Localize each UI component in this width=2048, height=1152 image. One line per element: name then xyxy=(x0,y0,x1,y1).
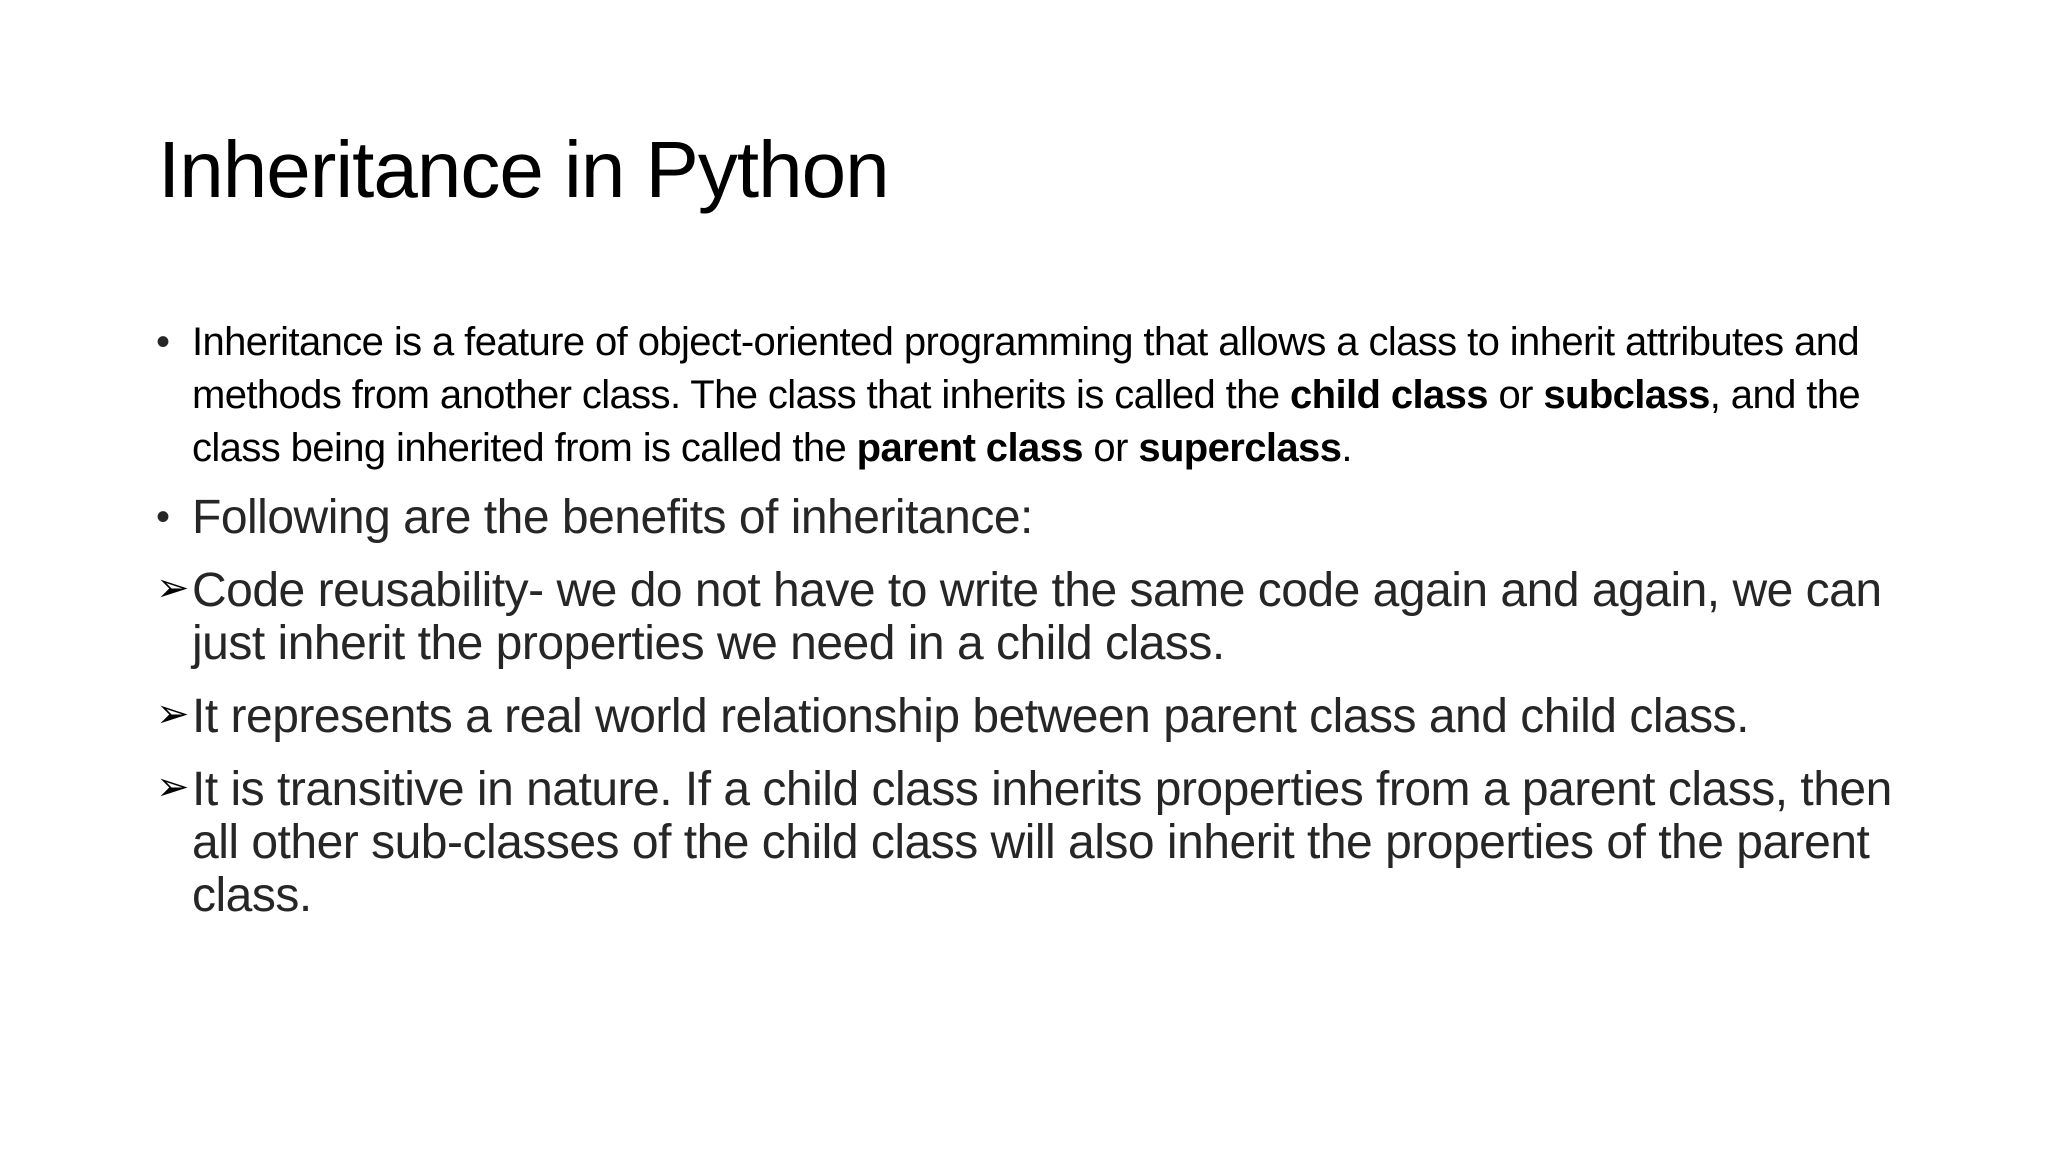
benefit-code-reusability xyxy=(150,564,1920,670)
bullet-definition xyxy=(150,316,1920,475)
bullet-benefits-heading xyxy=(150,491,1920,544)
text-segment: Inheritance is a feature of object-oriented programming that allows a class to inherit attributes and methods from another class. The class that inherits is called the xyxy=(192,320,1859,417)
bold-term-child-class: child class xyxy=(1289,373,1488,417)
arrow-bullet-icon: ➢ xyxy=(156,692,190,736)
arrow-bullet-icon: ➢ xyxy=(156,765,190,809)
bullet-text: Following are the benefits of inheritance: xyxy=(192,491,1033,544)
slide-content xyxy=(150,316,1920,922)
bold-term-subclass: subclass xyxy=(1543,373,1710,417)
bold-term-parent-class: parent class xyxy=(856,426,1083,470)
arrow-bullet-icon: ➢ xyxy=(156,566,190,610)
bullet-dot-icon: • xyxy=(156,320,170,364)
text-segment: or xyxy=(1082,426,1139,470)
text-segment: , and the class being inherited from is called the xyxy=(192,373,1861,470)
bullet-text xyxy=(192,320,1860,470)
bullet-text: Code reusability- we do not have to write the same code again and again, we can just inherit the properties we need in a child class. xyxy=(192,564,1882,670)
text-segment: or xyxy=(1487,373,1544,417)
bullet-text: It is transitive in nature. If a child class inherits properties from a parent class, then all other sub-classes of the child class will also inherit the properties of the parent class. xyxy=(192,763,1892,922)
benefit-real-world-relationship xyxy=(150,690,1920,743)
slide-title: Inheritance in Python xyxy=(158,125,889,214)
text-segment: . xyxy=(1341,426,1352,470)
bullet-dot-icon: • xyxy=(156,495,170,539)
bold-term-superclass: superclass xyxy=(1138,426,1342,470)
benefit-transitive xyxy=(150,763,1920,922)
bullet-text: It represents a real world relationship between parent class and child class. xyxy=(192,690,1750,743)
